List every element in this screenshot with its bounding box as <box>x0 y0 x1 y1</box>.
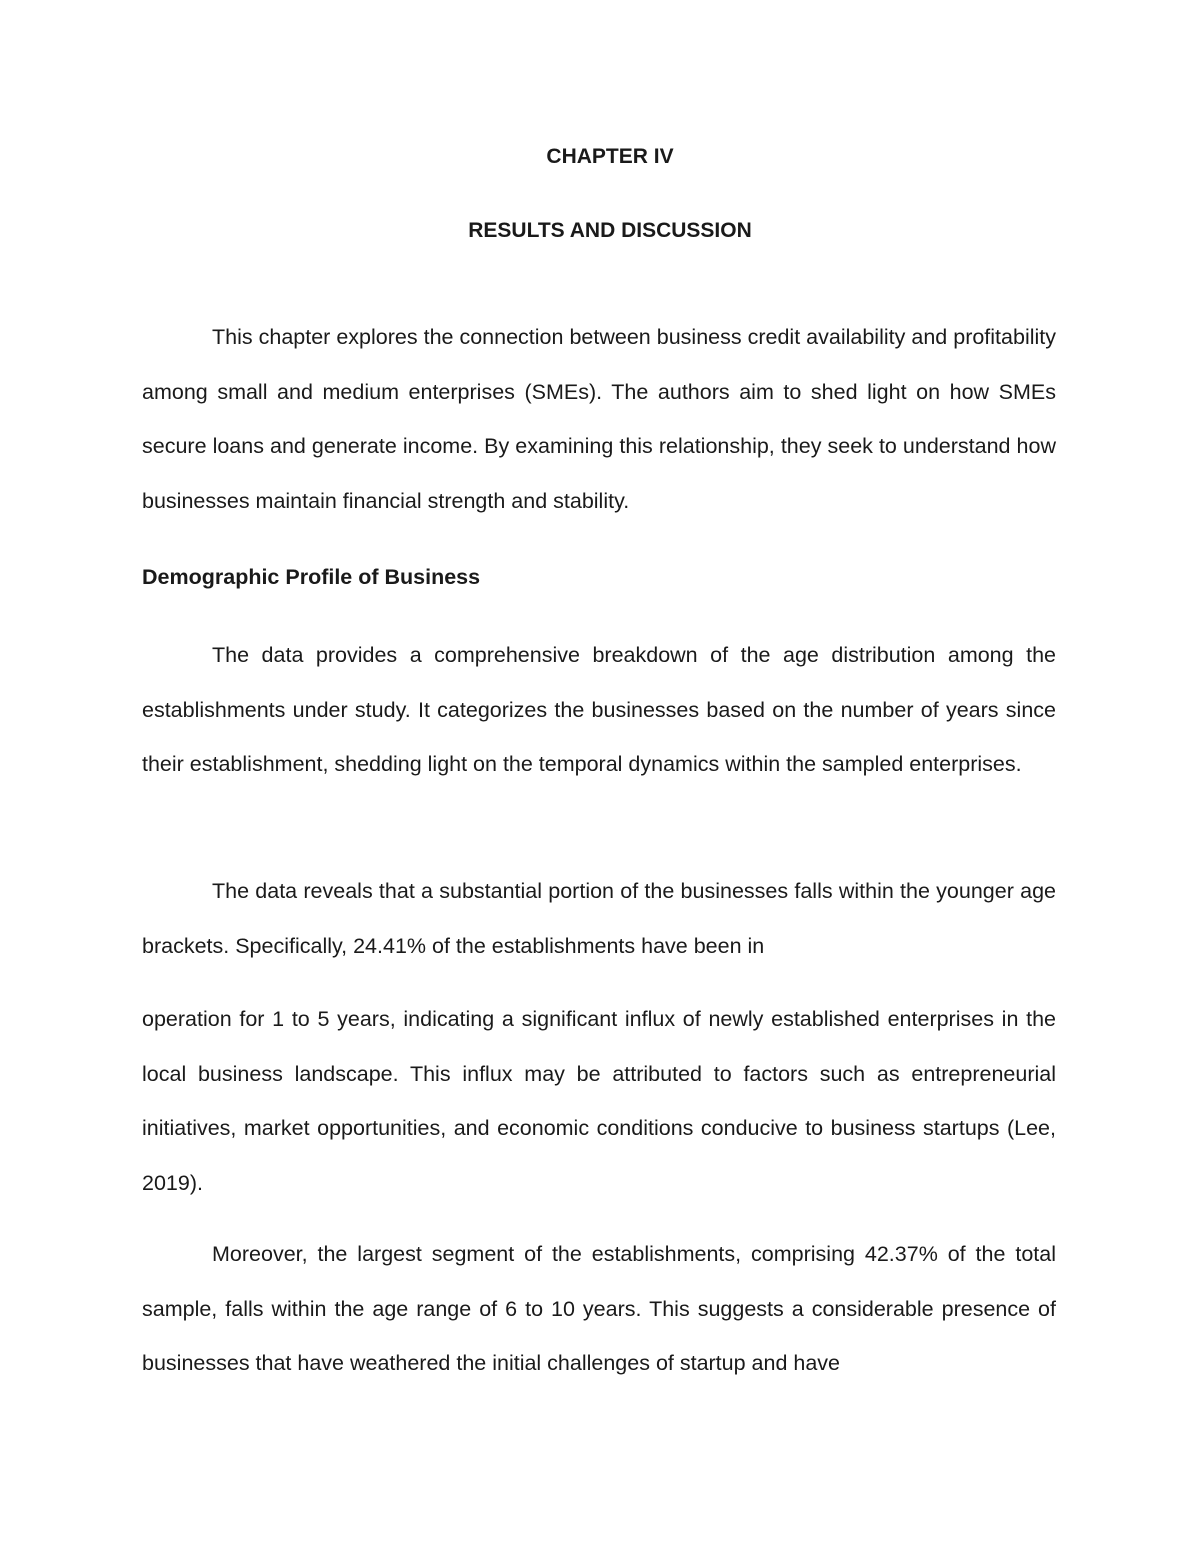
paragraph-largest-segment: Moreover, the largest segment of the establishments, comprising 42.37% of the total sample, falls within the age range of 6 to 10 years. This suggests a considerable presence of businesses that have weathered the initial challenges of startup and have <box>142 1242 1056 1375</box>
paragraph-age-distribution: The data provides a comprehensive breakdown of the age distribution among the establishments under study. It categorizes the businesses based on the number of years since their establishment, shedding light on the temporal dynamics within the sampled enterprises. <box>142 643 1056 776</box>
section-heading: Demographic Profile of Business <box>142 565 481 589</box>
intro-paragraph: This chapter explores the connection between business credit availability and profitability among small and medium enterprises (SMEs). The authors aim to shed light on how SMEs secure loans and generate income. By examining this relationship, they seek to understand how businesses maintain financial strength and stability. <box>142 325 1056 513</box>
chapter-title: RESULTS AND DISCUSSION <box>468 219 752 242</box>
paragraph-younger-brackets: The data reveals that a substantial portion of the businesses falls within the younger age brackets. Specifically, 24.41% of the establishments have been in <box>142 879 1056 958</box>
chapter-label: CHAPTER IV <box>546 145 674 168</box>
paragraph-younger-brackets-continued: operation for 1 to 5 years, indicating a significant influx of newly established enterprises in the local business landscape. This influx may be attributed to factors such as entrepreneurial initiatives, market opportunities, and economic conditions conducive to business startups (Lee, 2019). <box>142 1007 1056 1195</box>
